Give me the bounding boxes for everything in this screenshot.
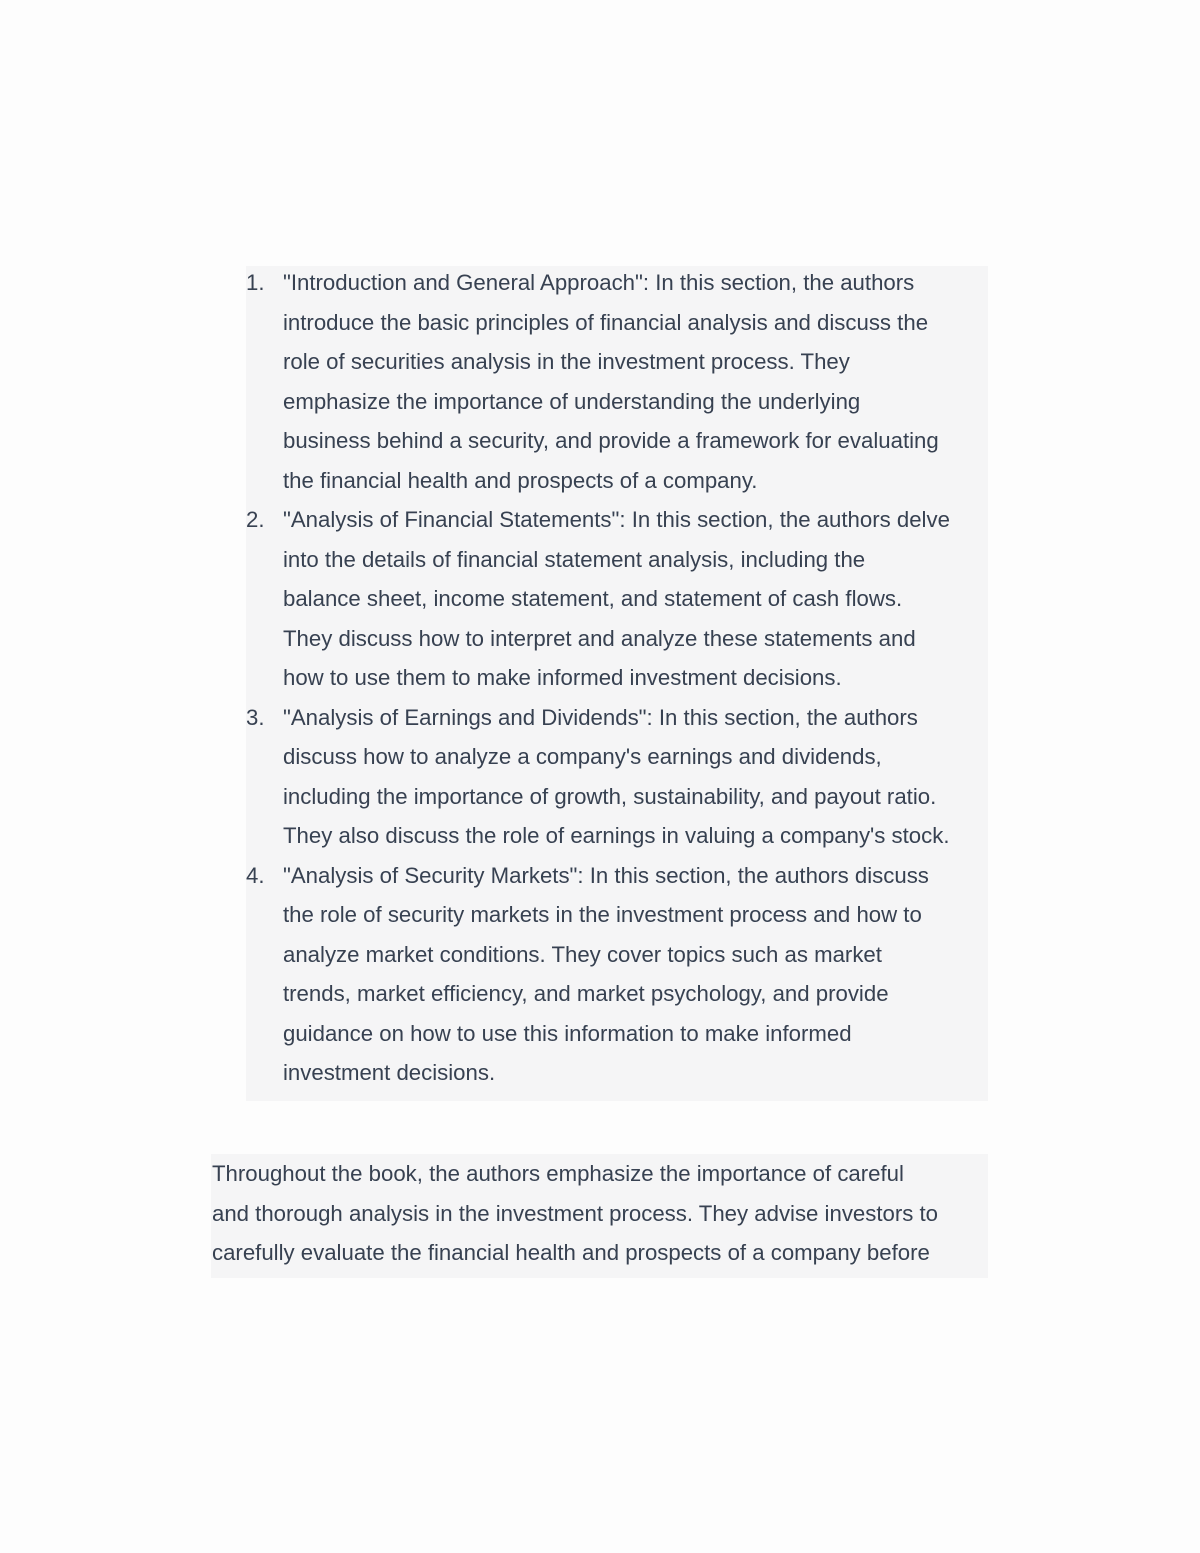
list-item-line: balance sheet, income statement, and statement of cash flows. — [283, 586, 903, 611]
body-paragraph-section — [211, 1154, 988, 1278]
list-item-number: 4. — [246, 862, 265, 888]
list-item-line: They discuss how to interpret and analyze these statements and — [283, 625, 916, 651]
list-item-line: business behind a security, and provide a framework for evaluating — [283, 428, 939, 453]
list-item-line: into the details of financial statement analysis, including the — [283, 546, 866, 572]
list-item-line: emphasize the importance of understanding the underlying — [283, 388, 861, 414]
list-item-line: introduce the basic principles of financial analysis and discuss the — [283, 309, 929, 335]
list-item-line: They also discuss the role of earnings in valuing a company's stock. — [283, 823, 950, 848]
list-item-line: trends, market efficiency, and market psychology, and provide — [283, 981, 889, 1006]
list-item-line: "Analysis of Earnings and Dividends": In this section, the authors — [283, 704, 918, 730]
list-item-number: 1. — [246, 270, 265, 295]
list-item-line: role of securities analysis in the investment process. They — [283, 349, 850, 374]
numbered-list — [246, 266, 988, 1093]
list-item-line: how to use them to make informed investment decisions. — [283, 665, 842, 690]
list-item-line: "Analysis of Financial Statements": In this section, the authors delve — [283, 507, 950, 532]
list-item — [246, 698, 988, 856]
list-item-number: 2. — [246, 507, 265, 532]
list-item-line: "Analysis of Security Markets": In this section, the authors discuss — [283, 862, 929, 888]
list-item-line: the role of security markets in the investment process and how to — [283, 902, 922, 927]
list-item-line: the financial health and prospects of a company. — [283, 467, 758, 493]
list-item-line: "Introduction and General Approach": In this section, the authors — [283, 270, 915, 295]
list-item — [246, 263, 988, 500]
list-item-line: investment decisions. — [283, 1060, 496, 1085]
paragraph-line: and thorough analysis in the investment process. They advise investors to — [212, 1200, 939, 1226]
list-item-line: guidance on how to use this information to make informed — [283, 1020, 852, 1046]
list-item-line: discuss how to analyze a company's earnings and dividends, — [283, 744, 882, 769]
list-item — [246, 856, 988, 1093]
list-item-number: 3. — [246, 704, 265, 730]
paragraph-line: Throughout the book, the authors emphasize the importance of careful — [212, 1161, 904, 1186]
numbered-list-section — [246, 266, 988, 1101]
list-item — [246, 500, 988, 698]
list-item-line: including the importance of growth, sustainability, and payout ratio. — [283, 783, 937, 809]
body-paragraph — [211, 1154, 988, 1273]
list-item-line: analyze market conditions. They cover topics such as market — [283, 941, 882, 967]
paragraph-line: carefully evaluate the financial health and prospects of a company before — [212, 1240, 930, 1266]
